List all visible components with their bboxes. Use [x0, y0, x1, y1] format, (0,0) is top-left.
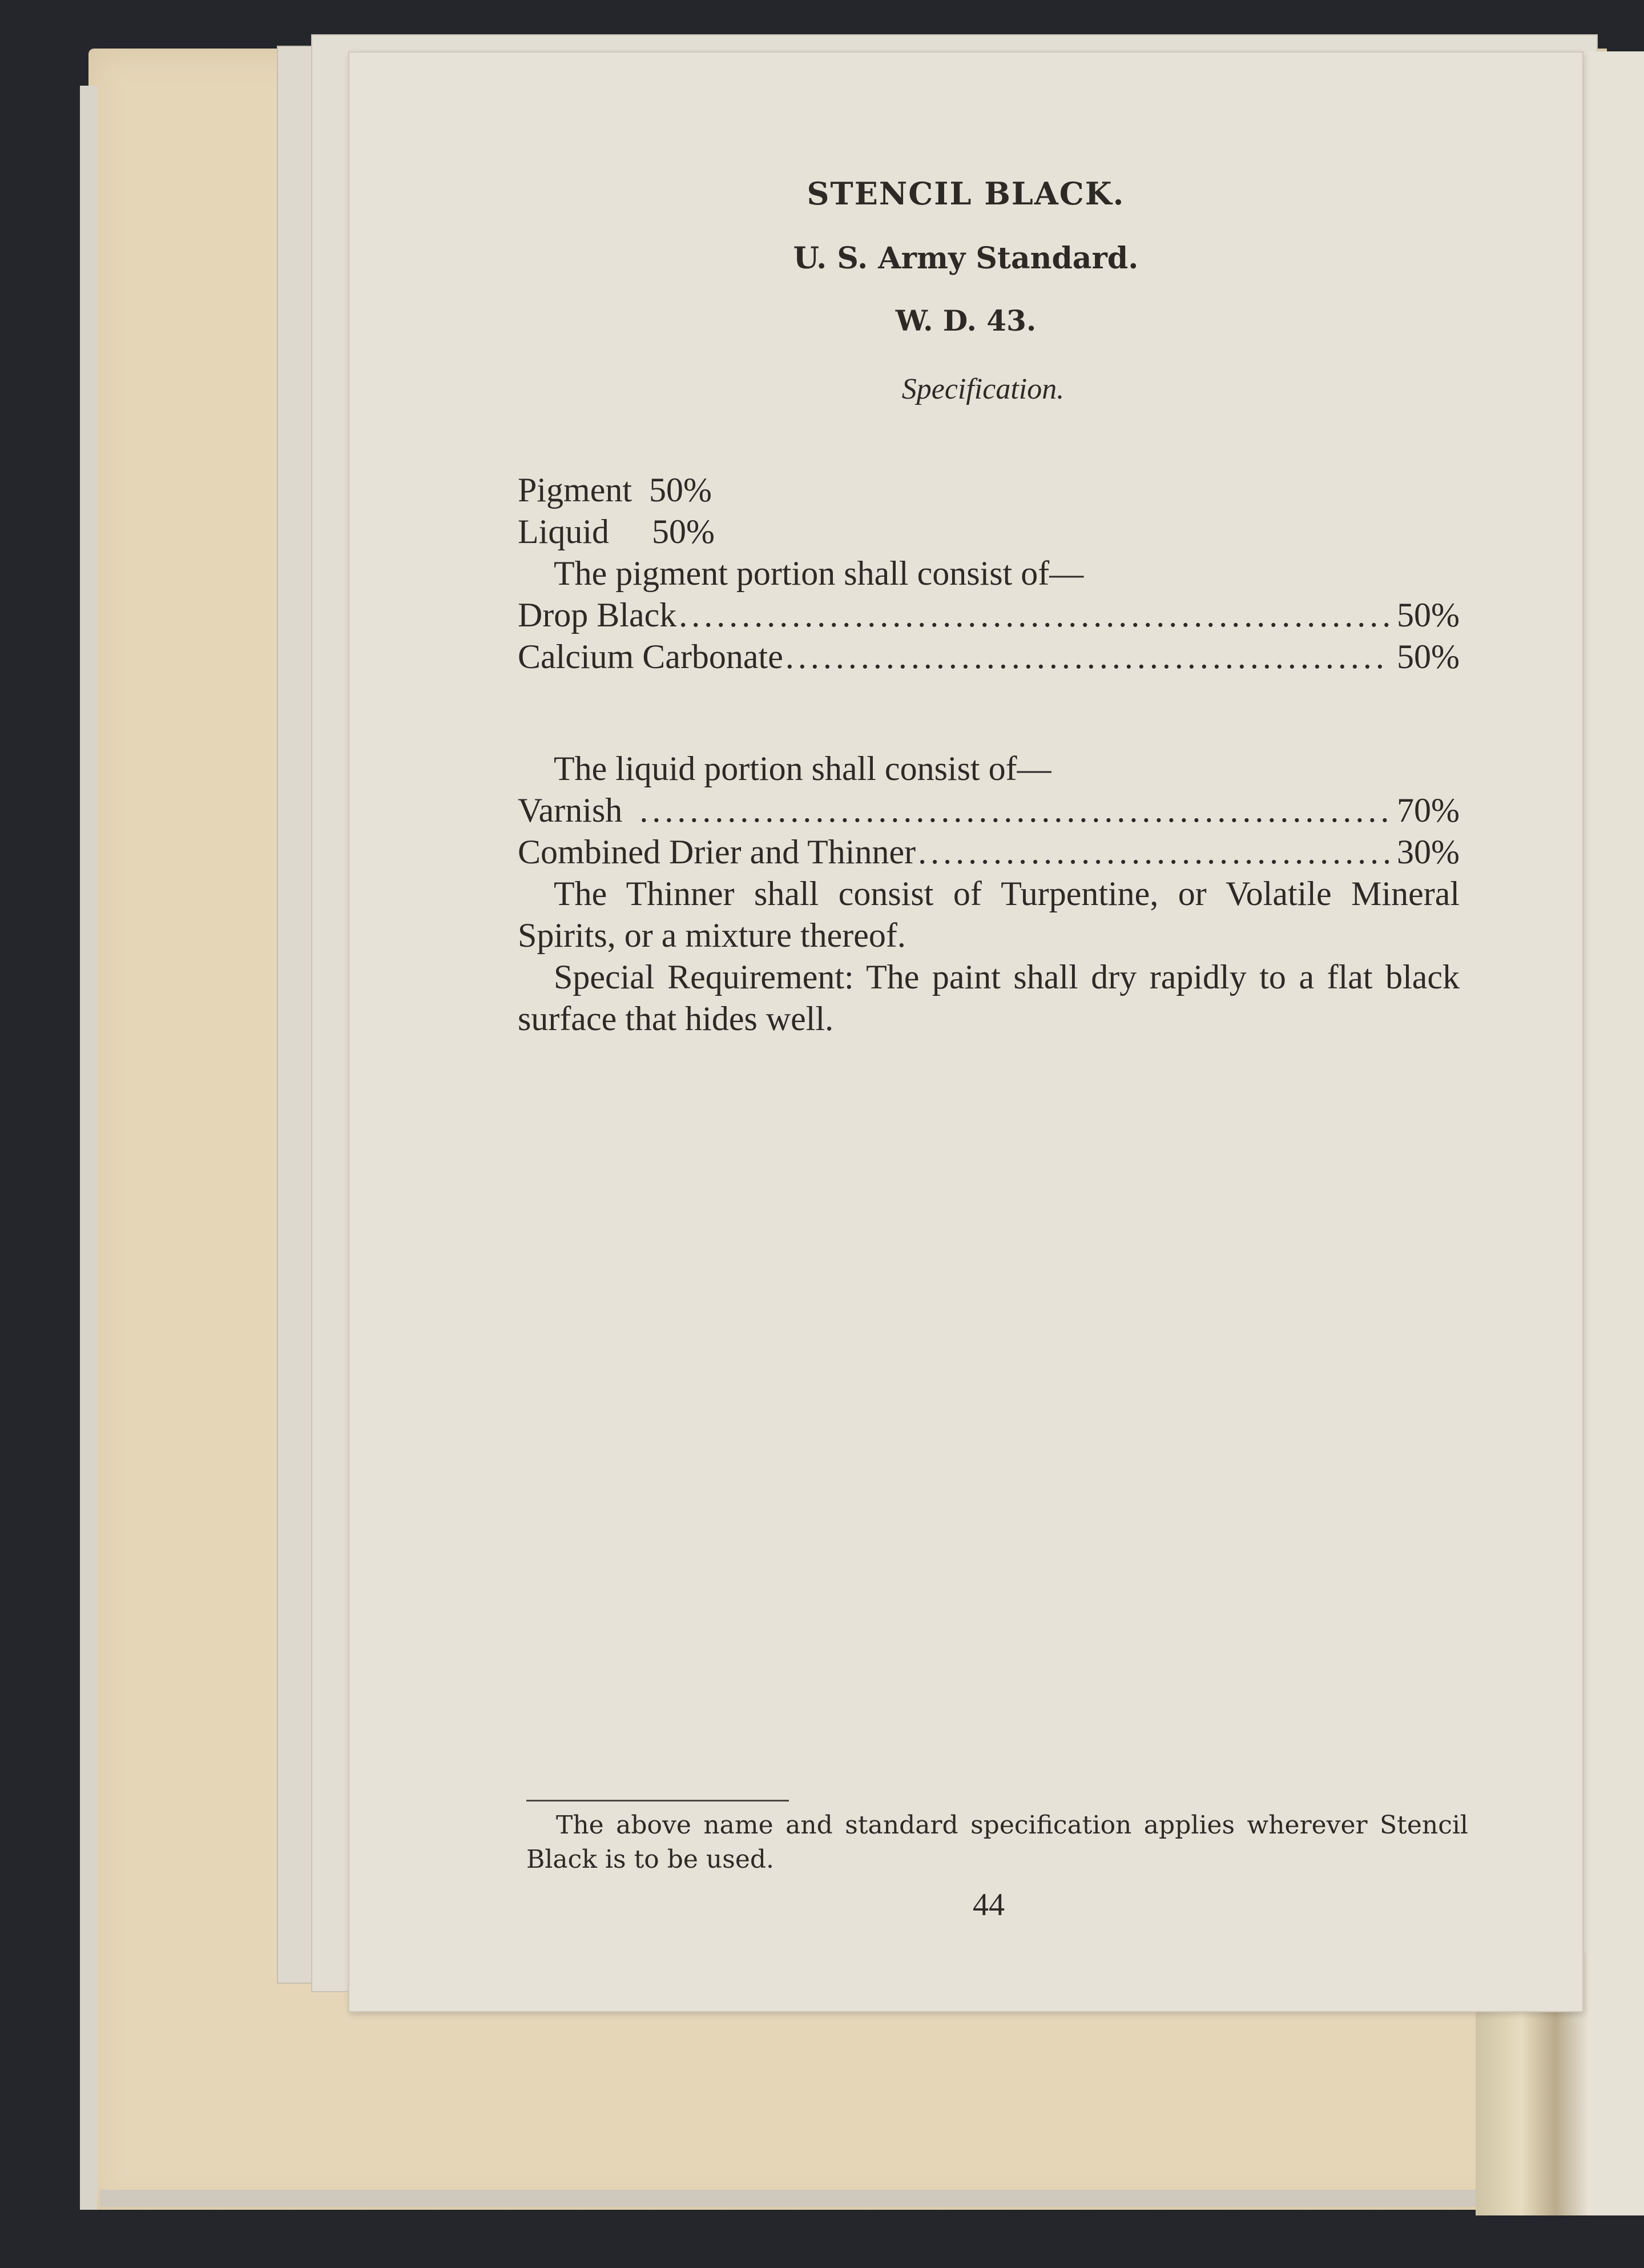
composition-line [518, 511, 1460, 553]
item-value: 30% [1397, 833, 1460, 871]
page-title: STENCIL BLACK. [807, 175, 1125, 212]
dot-leader [679, 594, 1389, 636]
liquid-intro: The liquid portion shall consist of— [554, 750, 1051, 787]
composition-label: Pigment [518, 471, 632, 509]
pigment-intro: The pigment portion shall consist of— [554, 554, 1084, 592]
designation: W. D. 43. [895, 304, 1037, 337]
pigment-item [518, 636, 1460, 678]
liquid-block [518, 748, 1460, 1040]
footnote-text: The above name and standard specification applies wherever Stencil Black is to be used. [526, 1811, 1468, 1874]
page-stack-edge [100, 2190, 1556, 2207]
footnote [526, 1808, 1468, 1877]
cover-edge [80, 86, 97, 2210]
dot-leader [785, 636, 1389, 678]
composition-label: Liquid [518, 513, 609, 550]
item-value: 50% [1397, 596, 1460, 634]
item-value: 50% [1397, 638, 1460, 675]
liquid-item [518, 790, 1460, 831]
special-requirement: Special Requirement: The paint shall dry rapidly to a flat black surface that hides well. [518, 958, 1460, 1038]
composition-value: 50% [649, 471, 712, 509]
footnote-rule [526, 1800, 789, 1801]
document-page [348, 51, 1583, 2012]
liquid-item [518, 831, 1460, 873]
item-label: Varnish [518, 791, 623, 829]
item-label: Combined Drier and Thinner [518, 833, 916, 871]
item-label: Drop Black [518, 596, 677, 634]
pigment-item [518, 594, 1460, 636]
page-subtitle: U. S. Army Standard. [793, 241, 1139, 276]
thinner-note: The Thinner shall consist of Turpentine, or Volatile Mineral Spirits, or a mixture thereof. [518, 875, 1460, 954]
specification-block [518, 469, 1460, 678]
item-label: Calcium Carbonate [518, 638, 783, 675]
composition-line [518, 469, 1460, 511]
dot-leader [639, 790, 1389, 831]
page-number: 44 [973, 1887, 1005, 1923]
item-value: 70% [1397, 791, 1460, 829]
section-heading: Specification. [901, 373, 1065, 405]
dot-leader [918, 831, 1389, 873]
composition-value: 50% [652, 513, 715, 550]
